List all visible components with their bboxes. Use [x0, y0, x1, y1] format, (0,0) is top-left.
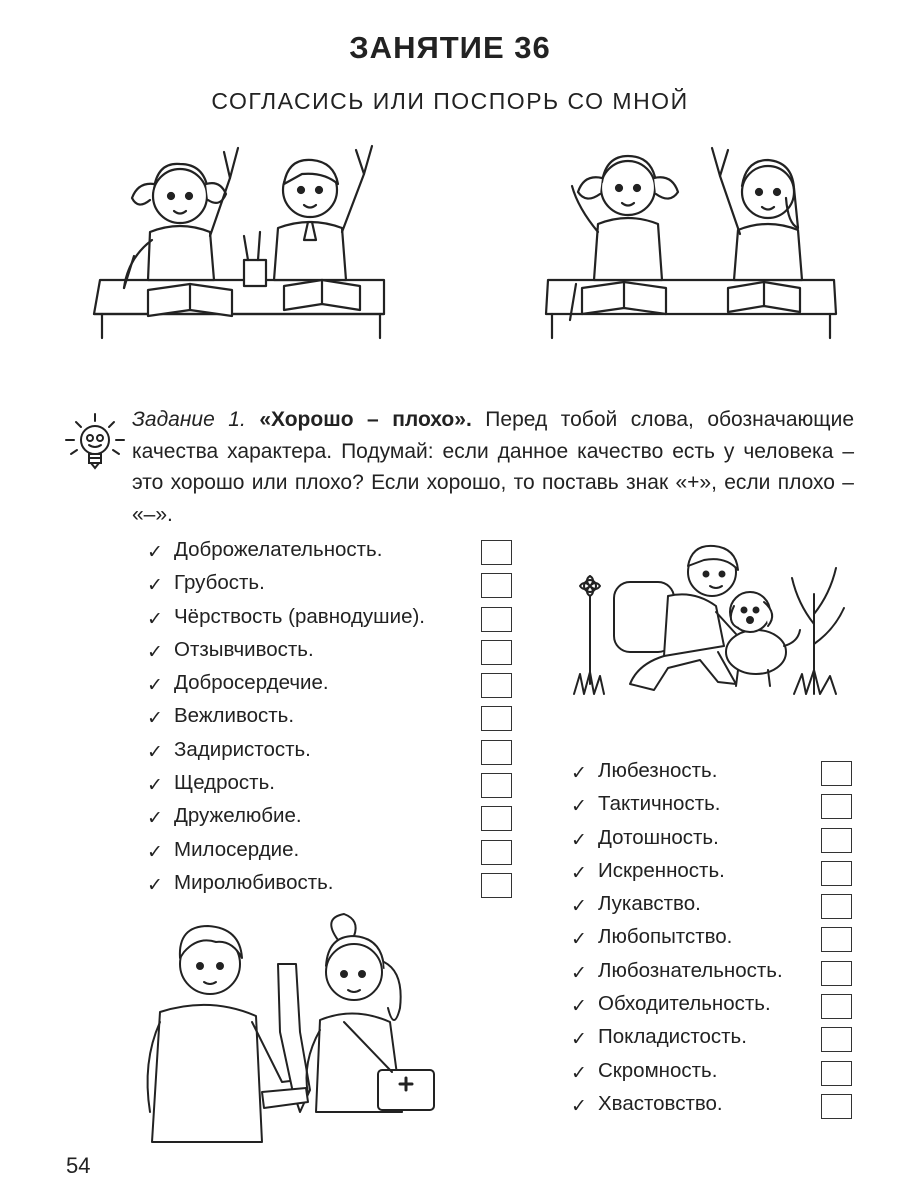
checkmark-icon: ✓	[147, 708, 163, 730]
task-instructions	[132, 404, 854, 530]
checkmark-icon: ✓	[571, 763, 587, 784]
quality-label: Миролюбивость.	[174, 870, 334, 894]
answer-box[interactable]	[481, 673, 512, 698]
quality-label: Скромность.	[598, 1058, 718, 1082]
quality-label: Любезность.	[598, 759, 718, 782]
checkmark-icon: ✓	[571, 1062, 587, 1084]
quality-label: Щедрость.	[174, 771, 275, 795]
quality-label: Дружелюбие.	[174, 804, 302, 828]
checkmark-icon: ✓	[147, 608, 163, 630]
checkmark-icon: ✓	[147, 675, 163, 697]
quality-label: Чёрствость (равнодушие).	[174, 604, 426, 628]
task-label: Задание 1.	[132, 408, 246, 431]
classroom-illustration-right	[542, 128, 842, 358]
checkmark-icon: ✓	[571, 829, 587, 851]
answer-box[interactable]	[481, 773, 512, 798]
checkmark-icon: ✓	[147, 575, 163, 597]
answer-box[interactable]	[821, 961, 852, 986]
answer-box[interactable]	[481, 540, 512, 565]
answer-box[interactable]	[481, 840, 512, 865]
checkmark-icon: ✓	[571, 929, 587, 951]
answer-box[interactable]	[821, 794, 852, 819]
answer-box[interactable]	[481, 706, 512, 731]
answer-box[interactable]	[481, 873, 512, 898]
classroom-illustration-left	[88, 128, 388, 358]
task-description: Перед тобой слова, обозначающие качества характера. Подумай: если данное качество есть у человека – это хорошо или плохо? Если хорошо, то поставь знак «+», если плохо – «–».	[132, 408, 854, 526]
quality-label: Дотошность.	[598, 825, 719, 849]
answer-box[interactable]	[821, 761, 852, 786]
answer-box[interactable]	[821, 1027, 852, 1052]
answer-box[interactable]	[821, 1094, 852, 1119]
answer-box[interactable]	[481, 573, 512, 598]
checkmark-icon: ✓	[147, 542, 163, 563]
boy-with-puppy-illustration	[568, 534, 848, 714]
girl-bandaging-boy-illustration	[132, 912, 442, 1152]
answer-box[interactable]	[481, 640, 512, 665]
answer-box[interactable]	[821, 1061, 852, 1086]
page-number: 54	[66, 1153, 91, 1178]
quality-label: Покладистость.	[598, 1025, 747, 1049]
checkmark-icon: ✓	[147, 874, 163, 896]
quality-label: Обходительность.	[598, 992, 771, 1016]
checkmark-icon: ✓	[147, 641, 163, 663]
task-title: «Хорошо – плохо».	[259, 408, 472, 431]
quality-label: Любопытство.	[598, 925, 733, 949]
checkmark-icon: ✓	[571, 962, 587, 984]
checkmark-icon: ✓	[571, 1029, 587, 1051]
lightbulb-icon	[62, 410, 128, 476]
quality-label: Искренность.	[598, 858, 725, 882]
quality-label: Тактичность.	[598, 792, 721, 816]
quality-label: Добросердечие.	[174, 671, 329, 695]
checkmark-icon: ✓	[571, 862, 587, 884]
checkmark-icon: ✓	[571, 1095, 587, 1117]
answer-box[interactable]	[821, 861, 852, 886]
quality-label: Любознательность.	[598, 958, 783, 982]
answer-box[interactable]	[481, 806, 512, 831]
answer-box[interactable]	[481, 607, 512, 632]
page-subtitle: СОГЛАСИСЬ ИЛИ ПОСПОРЬ СО МНОЙ	[211, 88, 689, 114]
checkmark-icon: ✓	[571, 996, 587, 1018]
answer-box[interactable]	[821, 828, 852, 853]
answer-box[interactable]	[821, 927, 852, 952]
checkmark-icon: ✓	[571, 896, 587, 918]
quality-label: Задиристость.	[174, 737, 311, 761]
quality-label: Вежливость.	[174, 704, 295, 728]
checkmark-icon: ✓	[147, 741, 163, 763]
checkmark-icon: ✓	[147, 808, 163, 830]
quality-label: Милосердие.	[174, 837, 300, 861]
answer-box[interactable]	[821, 994, 852, 1019]
answer-box[interactable]	[481, 740, 512, 765]
checkmark-icon: ✓	[571, 796, 587, 818]
answer-box[interactable]	[821, 894, 852, 919]
checkmark-icon: ✓	[147, 775, 163, 797]
quality-label: Лукавство.	[598, 892, 701, 916]
checkmark-icon: ✓	[147, 841, 163, 863]
quality-label: Доброжелательность.	[174, 538, 383, 561]
quality-label: Хвастовство.	[598, 1091, 723, 1115]
page-title: ЗАНЯТИЕ 36	[349, 30, 551, 65]
quality-label: Грубость.	[174, 571, 265, 595]
quality-label: Отзывчивость.	[174, 637, 314, 661]
